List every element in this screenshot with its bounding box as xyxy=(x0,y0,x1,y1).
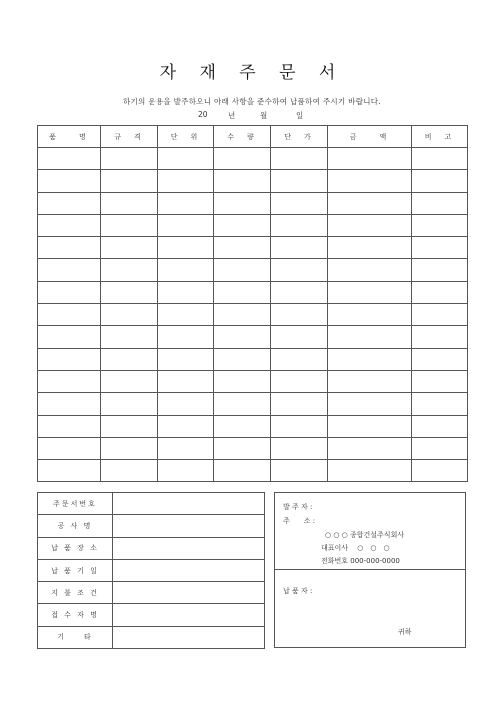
cell-remarks[interactable] xyxy=(412,460,468,482)
cell-amount[interactable] xyxy=(328,192,412,214)
cell-unit-price[interactable] xyxy=(271,415,328,437)
cell-unit[interactable] xyxy=(158,460,214,482)
item-row xyxy=(38,437,468,459)
cell-quantity[interactable] xyxy=(214,192,271,214)
date-day-unit: 일 xyxy=(296,111,304,120)
cell-spec[interactable] xyxy=(101,415,158,437)
header-unit: 단 위 xyxy=(158,126,214,148)
label-delivery-place: 납 품 장 소 xyxy=(38,537,113,559)
cell-remarks[interactable] xyxy=(412,214,468,236)
cell-spec[interactable] xyxy=(101,259,158,281)
cell-unit[interactable] xyxy=(158,370,214,392)
cell-amount[interactable] xyxy=(328,393,412,415)
box-divider xyxy=(275,569,465,570)
cell-remarks[interactable] xyxy=(412,393,468,415)
value-other[interactable] xyxy=(113,626,265,648)
document-title: 자 재 주 문 서 xyxy=(159,63,345,83)
supplier-honorific: 귀하 xyxy=(398,628,412,636)
cell-unit-price[interactable] xyxy=(271,237,328,259)
cell-spec[interactable] xyxy=(101,348,158,370)
cell-remarks[interactable] xyxy=(412,192,468,214)
cell-item-name[interactable] xyxy=(38,259,101,281)
cell-remarks[interactable] xyxy=(412,437,468,459)
cell-unit[interactable] xyxy=(158,393,214,415)
value-receiver-name[interactable] xyxy=(113,604,265,626)
cell-amount[interactable] xyxy=(328,348,412,370)
cell-amount[interactable] xyxy=(328,415,412,437)
cell-item-name[interactable] xyxy=(38,148,101,170)
cell-unit[interactable] xyxy=(158,148,214,170)
cell-spec[interactable] xyxy=(101,148,158,170)
cell-spec[interactable] xyxy=(101,393,158,415)
order-info-row xyxy=(38,515,265,537)
cell-quantity[interactable] xyxy=(214,148,271,170)
item-row xyxy=(38,170,468,192)
cell-remarks[interactable] xyxy=(412,148,468,170)
cell-item-name[interactable] xyxy=(38,304,101,326)
cell-unit-price[interactable] xyxy=(271,460,328,482)
cell-quantity[interactable] xyxy=(214,281,271,303)
order-info-row xyxy=(38,604,265,626)
cell-unit[interactable] xyxy=(158,214,214,236)
cell-amount[interactable] xyxy=(328,214,412,236)
cell-item-name[interactable] xyxy=(38,393,101,415)
order-info-row xyxy=(38,493,265,515)
label-order-number: 주문서번호 xyxy=(38,493,113,515)
cell-spec[interactable] xyxy=(101,326,158,348)
cell-unit[interactable] xyxy=(158,170,214,192)
cell-quantity[interactable] xyxy=(214,460,271,482)
item-row xyxy=(38,348,468,370)
cell-unit[interactable] xyxy=(158,415,214,437)
order-info-row xyxy=(38,626,265,648)
cell-quantity[interactable] xyxy=(214,415,271,437)
cell-unit[interactable] xyxy=(158,437,214,459)
cell-item-name[interactable] xyxy=(38,237,101,259)
cell-amount[interactable] xyxy=(328,281,412,303)
cell-amount[interactable] xyxy=(328,460,412,482)
cell-spec[interactable] xyxy=(101,460,158,482)
cell-item-name[interactable] xyxy=(38,460,101,482)
cell-amount[interactable] xyxy=(328,437,412,459)
cell-quantity[interactable] xyxy=(214,214,271,236)
cell-unit-price[interactable] xyxy=(271,437,328,459)
cell-unit-price[interactable] xyxy=(271,393,328,415)
cell-quantity[interactable] xyxy=(214,170,271,192)
cell-remarks[interactable] xyxy=(412,370,468,392)
cell-amount[interactable] xyxy=(328,259,412,281)
items-header-row xyxy=(38,126,468,148)
cell-unit[interactable] xyxy=(158,304,214,326)
cell-amount[interactable] xyxy=(328,304,412,326)
cell-amount[interactable] xyxy=(328,237,412,259)
cell-spec[interactable] xyxy=(101,214,158,236)
cell-unit[interactable] xyxy=(158,192,214,214)
cell-unit-price[interactable] xyxy=(271,326,328,348)
item-row xyxy=(38,415,468,437)
cell-spec[interactable] xyxy=(101,370,158,392)
cell-unit-price[interactable] xyxy=(271,281,328,303)
orderer-phone: 전화번호 000-000-0000 xyxy=(321,557,400,565)
label-receiver-name: 접 수 자 명 xyxy=(38,604,113,626)
cell-quantity[interactable] xyxy=(214,348,271,370)
orderer-label: 발 주 자 : xyxy=(283,503,313,511)
cell-item-name[interactable] xyxy=(38,370,101,392)
cell-amount[interactable] xyxy=(328,370,412,392)
items-table xyxy=(37,125,468,482)
item-row xyxy=(38,393,468,415)
cell-quantity[interactable] xyxy=(214,259,271,281)
value-project-name[interactable] xyxy=(113,515,265,537)
item-row xyxy=(38,370,468,392)
value-delivery-date[interactable] xyxy=(113,559,265,581)
cell-remarks[interactable] xyxy=(412,348,468,370)
cell-unit-price[interactable] xyxy=(271,304,328,326)
cell-item-name[interactable] xyxy=(38,170,101,192)
header-spec: 규 격 xyxy=(101,126,158,148)
cell-spec[interactable] xyxy=(101,304,158,326)
cell-quantity[interactable] xyxy=(214,326,271,348)
label-project-name: 공 사 명 xyxy=(38,515,113,537)
date-month-unit: 월 xyxy=(260,111,268,120)
cell-remarks[interactable] xyxy=(412,326,468,348)
header-unit-price: 단 가 xyxy=(271,126,328,148)
cell-unit-price[interactable] xyxy=(271,259,328,281)
cell-spec[interactable] xyxy=(101,437,158,459)
cell-quantity[interactable] xyxy=(214,370,271,392)
cell-unit[interactable] xyxy=(158,281,214,303)
orderer-ceo: 대표이사 ○ ○ ○ xyxy=(321,544,390,552)
cell-unit-price[interactable] xyxy=(271,370,328,392)
cell-spec[interactable] xyxy=(101,192,158,214)
intro-text: 하기의 운용을 발주하오니 아래 사항을 준수하여 납품하여 주시기 바랍니다. xyxy=(122,97,382,106)
header-quantity: 수 량 xyxy=(214,126,271,148)
orderer-supplier-box xyxy=(274,492,466,648)
item-row xyxy=(38,148,468,170)
cell-remarks[interactable] xyxy=(412,304,468,326)
cell-item-name[interactable] xyxy=(38,437,101,459)
cell-quantity[interactable] xyxy=(214,304,271,326)
cell-quantity[interactable] xyxy=(214,393,271,415)
order-info-row xyxy=(38,582,265,604)
item-row xyxy=(38,259,468,281)
cell-unit[interactable] xyxy=(158,326,214,348)
cell-amount[interactable] xyxy=(328,170,412,192)
item-row xyxy=(38,304,468,326)
order-info-row xyxy=(38,559,265,581)
item-row xyxy=(38,326,468,348)
cell-quantity[interactable] xyxy=(214,437,271,459)
cell-item-name[interactable] xyxy=(38,326,101,348)
cell-item-name[interactable] xyxy=(38,415,101,437)
order-info-table xyxy=(37,492,265,649)
value-order-number[interactable] xyxy=(113,493,265,515)
cell-remarks[interactable] xyxy=(412,259,468,281)
cell-remarks[interactable] xyxy=(412,170,468,192)
cell-item-name[interactable] xyxy=(38,348,101,370)
cell-unit-price[interactable] xyxy=(271,148,328,170)
cell-amount[interactable] xyxy=(328,148,412,170)
cell-item-name[interactable] xyxy=(38,281,101,303)
cell-spec[interactable] xyxy=(101,170,158,192)
cell-unit-price[interactable] xyxy=(271,170,328,192)
item-row xyxy=(38,281,468,303)
date-year: 20 xyxy=(198,110,208,119)
header-item-name: 품 명 xyxy=(38,126,101,148)
cell-remarks[interactable] xyxy=(412,237,468,259)
order-info-row xyxy=(38,537,265,559)
cell-quantity[interactable] xyxy=(214,237,271,259)
cell-remarks[interactable] xyxy=(412,281,468,303)
item-row xyxy=(38,192,468,214)
cell-spec[interactable] xyxy=(101,281,158,303)
cell-unit[interactable] xyxy=(158,259,214,281)
header-remarks: 비 고 xyxy=(412,126,468,148)
label-other: 기 타 xyxy=(38,626,113,648)
header-amount: 금 액 xyxy=(328,126,412,148)
date-year-unit: 년 xyxy=(228,111,236,120)
label-delivery-date: 납 품 기 일 xyxy=(38,559,113,581)
value-payment-terms[interactable] xyxy=(113,582,265,604)
item-row xyxy=(38,460,468,482)
cell-item-name[interactable] xyxy=(38,192,101,214)
cell-item-name[interactable] xyxy=(38,214,101,236)
value-delivery-place[interactable] xyxy=(113,537,265,559)
cell-unit-price[interactable] xyxy=(271,214,328,236)
cell-spec[interactable] xyxy=(101,237,158,259)
orderer-address-label: 주 소 : xyxy=(283,517,316,525)
orderer-company: ○ ○ ○ 종합건설주식회사 xyxy=(325,531,405,539)
supplier-label: 납 품 자 : xyxy=(283,587,313,595)
cell-remarks[interactable] xyxy=(412,415,468,437)
cell-unit[interactable] xyxy=(158,348,214,370)
cell-unit[interactable] xyxy=(158,237,214,259)
label-payment-terms: 지 불 조 건 xyxy=(38,582,113,604)
item-row xyxy=(38,214,468,236)
item-row xyxy=(38,237,468,259)
cell-amount[interactable] xyxy=(328,326,412,348)
cell-unit-price[interactable] xyxy=(271,192,328,214)
cell-unit-price[interactable] xyxy=(271,348,328,370)
